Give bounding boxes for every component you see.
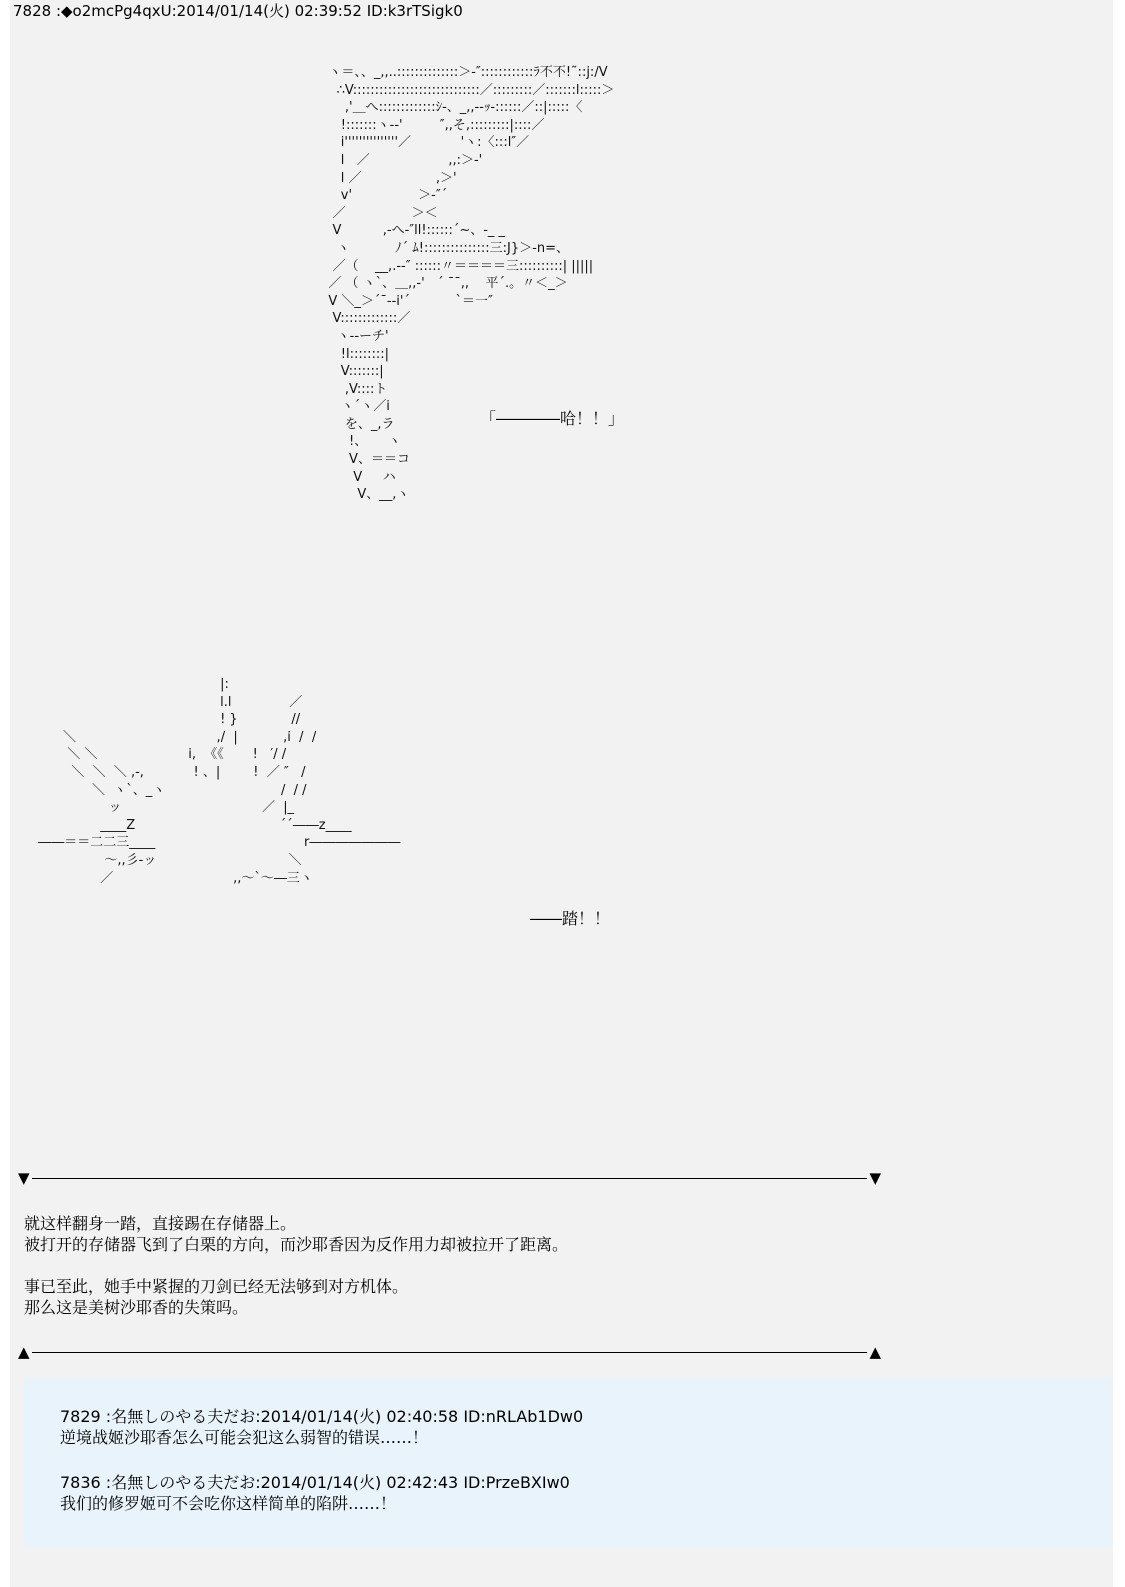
triangle-up-icon: ▲	[869, 1343, 881, 1361]
narration-line: 被打开的存储器飞到了白栗的方向，而沙耶香因为反作用力却被拉开了距离。	[24, 1235, 569, 1254]
post-page	[10, 0, 1113, 1587]
dialogue-stomp: ――踏！！	[530, 909, 611, 928]
reply-header: 7829 :名無しのやる夫だお:2014/01/14(火) 02:40:58 ID:nRLAb1Dw0	[60, 1407, 584, 1426]
reply-body: 逆境战姬沙耶香怎么可能会犯这么弱智的错误……！	[60, 1428, 429, 1447]
divider-top	[18, 1170, 881, 1186]
divider-bottom	[18, 1344, 881, 1360]
reply-box	[24, 1378, 1113, 1548]
narration-line: 事已至此，她手中紧握的刀剑已经无法够到对方机体。	[24, 1277, 409, 1296]
ascii-art-burst: |: l.l ／ ! } // ＼ ,/ | ,i / / ＼ ＼ i, 《《 ! ′/ / ＼ ＼ ＼ ,-, ! 、| ! ／ ″ / ＼ ヽ`、_ヽ / / / ッ ／ |_ ____Z ´´――z____ ――＝＝二二三____ r――――――― ～,,彡-ッ ＼ ／ ,,～`～―三ヽ	[38, 677, 401, 886]
triangle-down-icon: ▼	[869, 1169, 881, 1187]
divider-line	[32, 1178, 867, 1179]
triangle-up-icon: ▲	[18, 1343, 30, 1361]
narration-line: 那么这是美树沙耶香的失策吗。	[24, 1298, 249, 1317]
narration-line: 就这样翻身一踏，直接踢在存储器上。	[24, 1214, 297, 1233]
ascii-art-figure: ヽ＝、、_,,..::::::::::::::＞-″::::::::::::ﾗ不不!˜::j:/V ∴V:::::::::::::::::::::::::::::／:::::::::／:::::::l:::::＞ ,'＿へ:::::::::::::ｼ-、_,,-‐ｯ-::::::／::|:::::〈 !:::::::ヽ--' ″,,そ,:::::::::|::::／ i'''''''''''''''／ 'ヽ:〈:::l″／ l ／ ,,:＞-' l ／ ,＞' v' ＞-″´ ／ ＞＜ V ,-へ-″ll!::::::´~、-_ _ ヽ ﾉ´ ﾑ!:::::::::::::::三:J}＞-n=、 ／（ __,.--″ ::::::〃＝＝＝＝三::::::::::| ||||| ／ （ ヽ`、＿,,-' ´ ¯¯,, 平´.。〃＜_＞ V ＼_＞´¯--i'´ `＝一″ V:::::::::::::／ ヽ--ーチ' !l::::::::| V:::::::| ,V::::ト ヽ´ヽ／i を、_,ラ !、 ヽ V、＝＝コ V ハ V、__,ヽ	[328, 65, 615, 503]
reply-header: 7836 :名無しのやる夫だお:2014/01/14(火) 02:42:43 ID:PrzeBXIw0	[60, 1473, 570, 1492]
divider-line	[32, 1352, 867, 1353]
triangle-down-icon: ▼	[18, 1169, 30, 1187]
dialogue-ha: 「――――哈！！」	[480, 409, 625, 428]
post-header: 7828 :◆o2mcPg4qxU:2014/01/14(火) 02:39:52 ID:k3rTSigk0	[13, 2, 463, 20]
reply-body: 我们的修罗姬可不会吃你这样简单的陷阱……！	[60, 1494, 397, 1513]
